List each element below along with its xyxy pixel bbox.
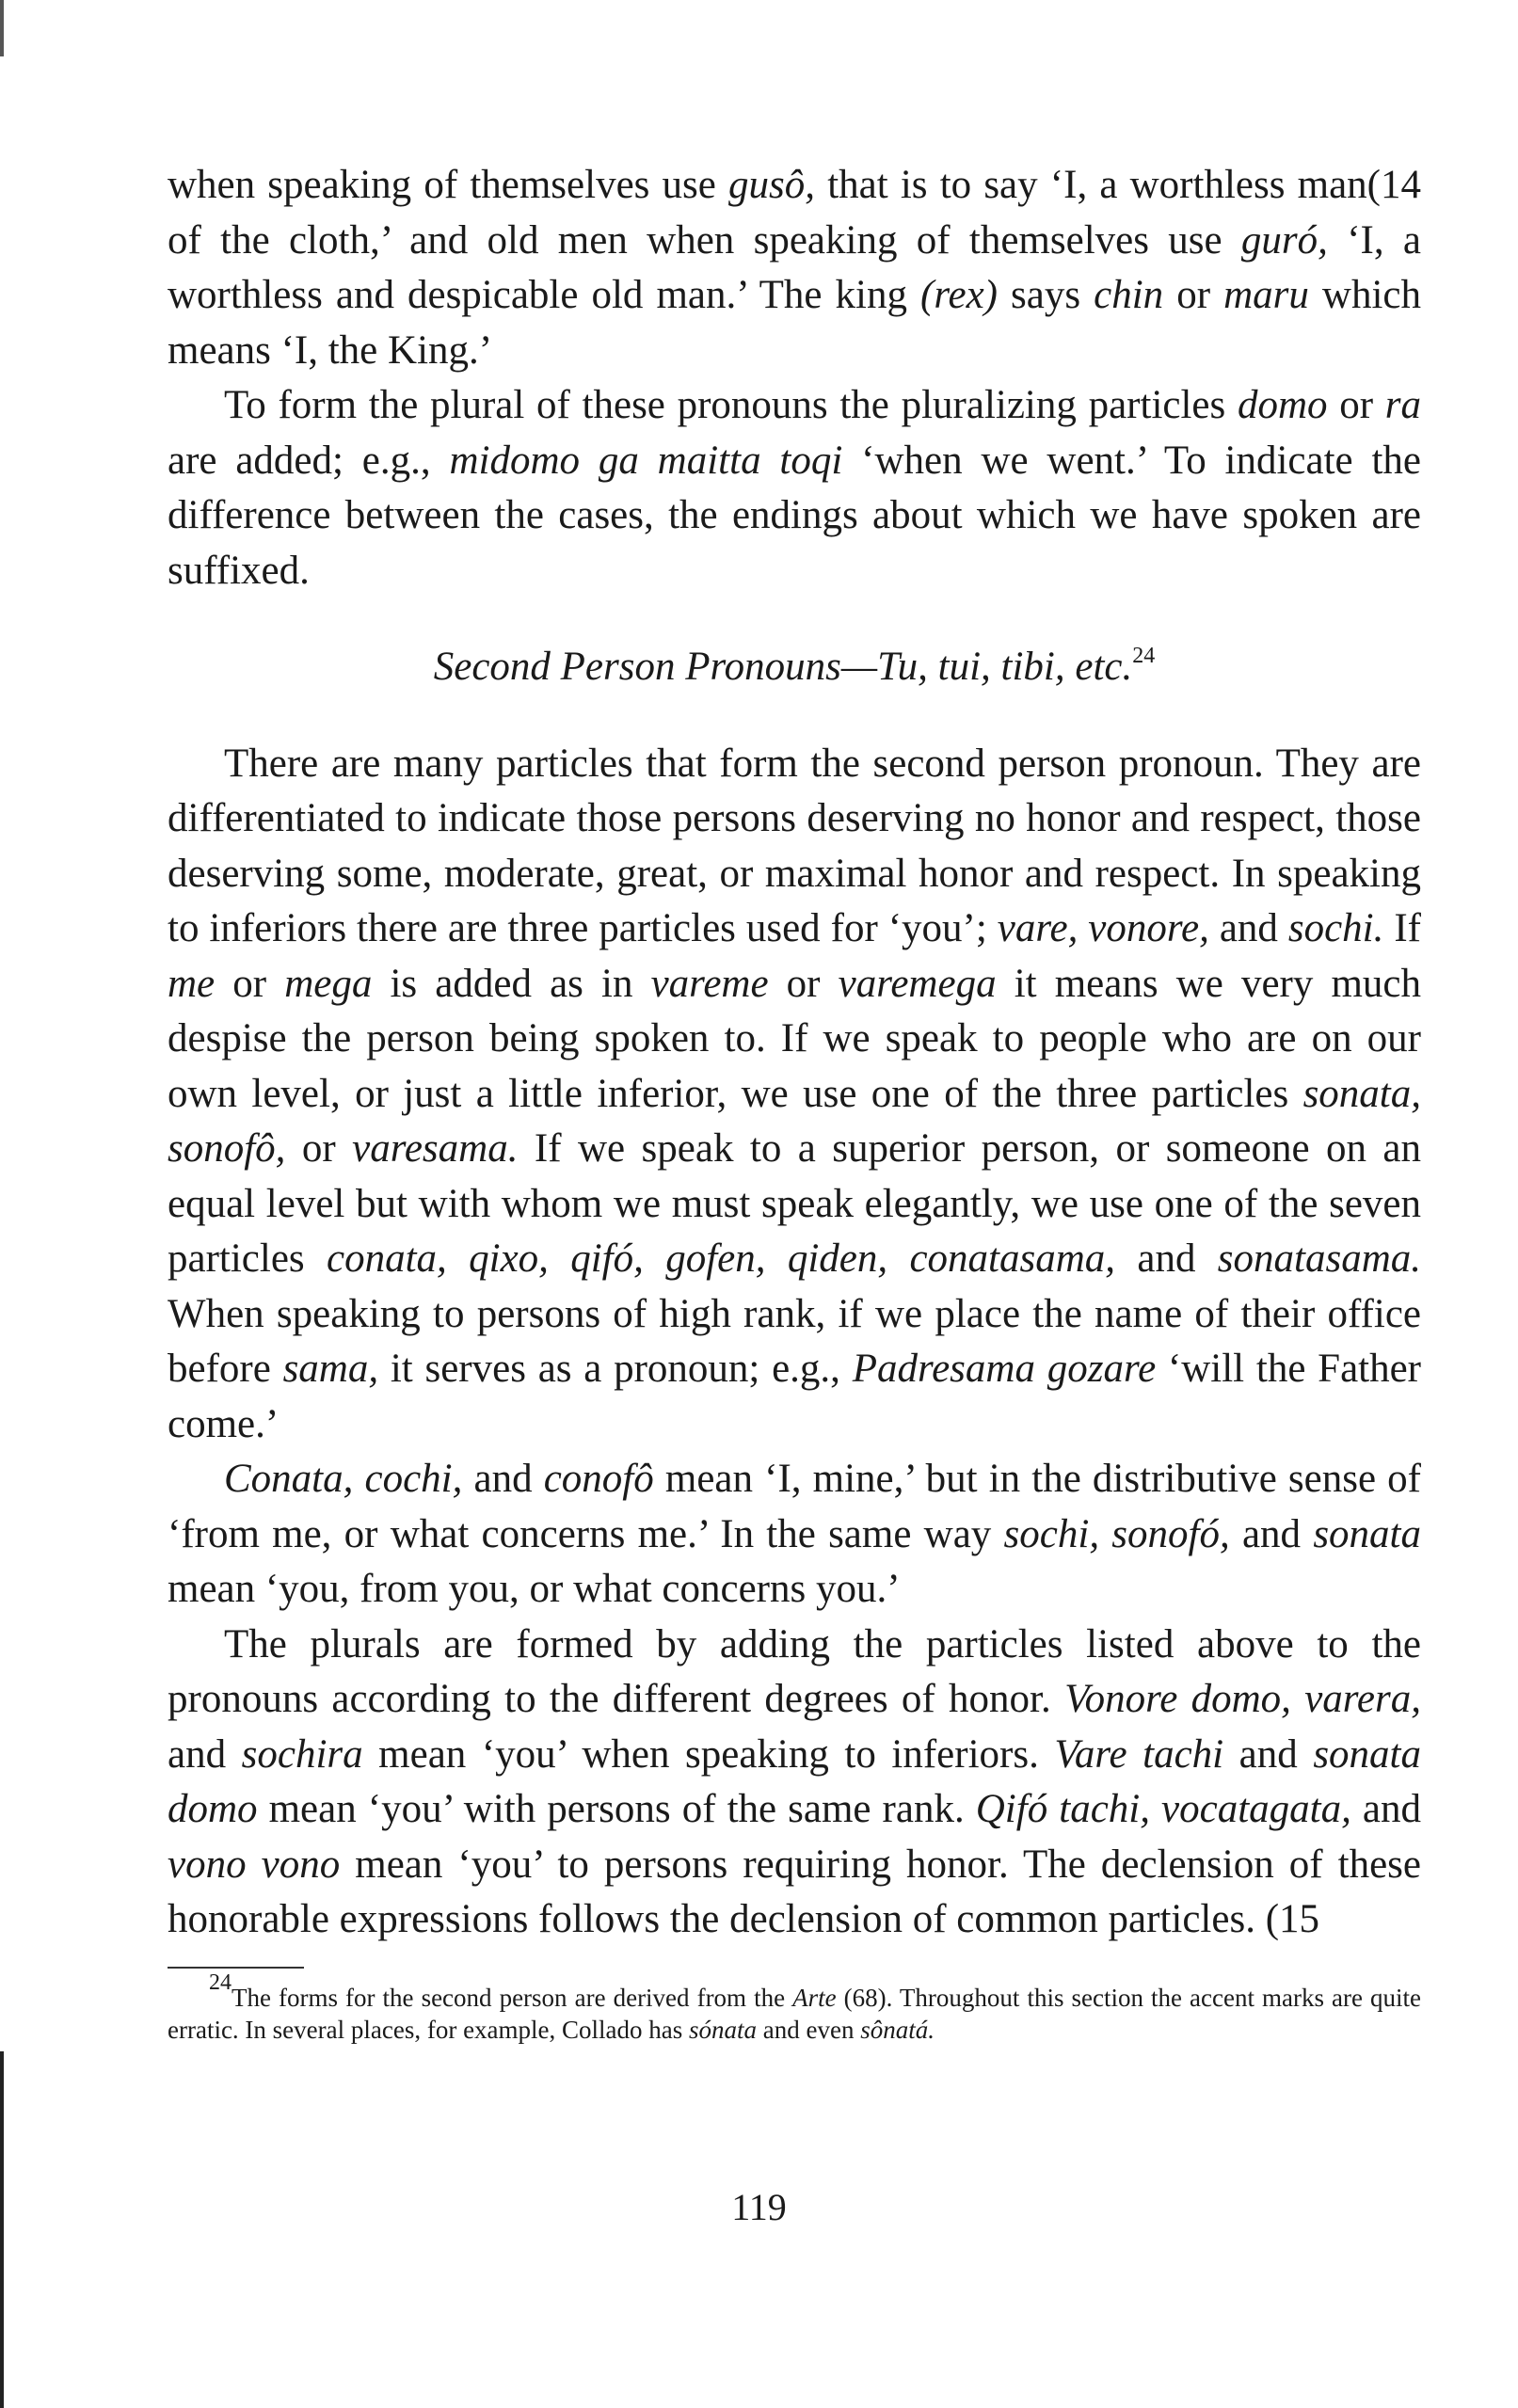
text-run: To form the plural of these pronouns the pluralizing particles xyxy=(224,383,1238,427)
italic-term: Conata, cochi, xyxy=(224,1457,463,1501)
italic-term: chin xyxy=(1094,273,1164,317)
text-run: and xyxy=(1229,1511,1314,1556)
text-run: says xyxy=(997,273,1095,317)
italic-term: sochi, sonofó, xyxy=(1003,1511,1230,1556)
italic-term: sonata domo xyxy=(168,1731,1421,1831)
italic-term: conata, qixo, qifó, gofen, qiden, conatasama, xyxy=(327,1236,1116,1281)
section-heading-text: Second Person Pronouns—Tu, tui, tibi, etc. xyxy=(433,645,1133,689)
text-run: and xyxy=(1350,1787,1421,1831)
italic-term: sochira xyxy=(241,1731,363,1777)
text-run: or xyxy=(1163,273,1224,317)
text-run: If we speak to a superior person, or someone on an equal level but with whom we must speak elegantly, we use one of the seven particles xyxy=(168,1126,1421,1281)
italic-term: domo xyxy=(1237,383,1328,427)
italic-term: sonatasama. xyxy=(1217,1236,1422,1281)
text-run: mean ‘you’ with persons of the same rank. xyxy=(257,1787,976,1831)
scan-edge xyxy=(0,0,4,2408)
text-run: or xyxy=(768,961,839,1006)
italic-term: Vare tachi xyxy=(1054,1731,1224,1777)
text-run: There are many particles that form the second person pronoun. They are differentiated to indicate those persons deserving no honor and respect, those deserving some, moderate, great, or maximal honor and respect. In speaking to inferiors there are three particles used for ‘you’; xyxy=(168,741,1421,950)
italic-term: conofô xyxy=(543,1457,654,1501)
margin-marker-15: (15 xyxy=(1265,1897,1320,1941)
text-run: it serves as a pronoun; e.g., xyxy=(378,1347,853,1391)
italic-term: sonata, sonofô, xyxy=(168,1071,1421,1171)
paragraph-1 xyxy=(168,158,1421,378)
page-body xyxy=(168,158,1421,2046)
italic-term: vareme xyxy=(650,961,769,1006)
text-run: and even xyxy=(757,2015,861,2044)
margin-marker-14: (14 xyxy=(1366,163,1421,207)
text-run: (68). Throughout this section the accent marks are quite erratic. In several places, for example, Collado has xyxy=(168,1983,1421,2044)
text-run: ‘will the Father come.’ xyxy=(168,1347,1422,1446)
text-run: and xyxy=(1208,906,1288,950)
text-run: or xyxy=(215,961,285,1006)
italic-term: vono vono xyxy=(168,1842,341,1887)
text-run: mean ‘you, from you, or what concerns you.’ xyxy=(168,1567,901,1611)
italic-term: ra xyxy=(1384,383,1421,427)
italic-term: Qifó tachi, vocatagata, xyxy=(975,1787,1351,1831)
italic-term: me xyxy=(168,961,216,1006)
italic-term: sônatá. xyxy=(860,2015,935,2044)
text-run: and xyxy=(1115,1236,1218,1281)
text-run: it means we very much despise the person being spoken to. If we speak to people who are on our own level, or just a little inferior, we use one of the three particles xyxy=(168,961,1422,1116)
paragraph-5 xyxy=(168,1618,1421,1948)
italic-term: mega xyxy=(284,961,373,1006)
text-run: is added as in xyxy=(372,961,651,1006)
page-number: 119 xyxy=(731,2186,787,2228)
text-run: The forms for the second person are derived from the xyxy=(232,1983,793,2012)
italic-term: Arte xyxy=(792,1983,837,2012)
text-run: mean ‘you’ to persons requiring honor. The declension of these honorable expressions follows the declension of common particles. xyxy=(168,1842,1422,1941)
italic-term: maru xyxy=(1223,273,1309,317)
italic-term: midomo ga maitta toqi xyxy=(449,438,843,483)
italic-term: varemega xyxy=(838,961,997,1006)
text-run: and xyxy=(168,1731,242,1777)
text-run: that is to say ‘I, a worthless man of the cloth,’ and old men when speaking of themselves use xyxy=(168,163,1367,263)
section-heading xyxy=(168,640,1421,695)
text-run: or xyxy=(1327,383,1385,427)
italic-term: (rex) xyxy=(920,273,998,317)
text-run: when speaking of themselves use xyxy=(168,163,729,207)
italic-term: Padresama gozare xyxy=(852,1347,1157,1391)
italic-term: sónata xyxy=(689,2015,758,2044)
italic-term: sonata xyxy=(1313,1511,1421,1556)
text-run: and xyxy=(462,1457,544,1501)
italic-term: guró, xyxy=(1240,217,1328,263)
footnote-24 xyxy=(168,1969,1421,2046)
text-run: ‘when we went.’ To indicate the difference between the cases, the endings about which we have spoken are suffixed. xyxy=(168,438,1421,593)
paragraph-4 xyxy=(168,1452,1421,1618)
italic-term: sochi. xyxy=(1287,906,1384,950)
text-run: mean ‘you’ when speaking to inferiors. xyxy=(362,1731,1055,1777)
paragraph-2 xyxy=(168,378,1421,598)
text-run: When speaking to persons of high rank, if we place the name of their office before xyxy=(168,1291,1421,1391)
footnote-ref[interactable]: 24 xyxy=(1132,644,1156,668)
text-run: mean ‘I, mine,’ but in the distributive sense of ‘from me, or what concerns me.’ In the same way xyxy=(168,1457,1421,1556)
text-run: If xyxy=(1383,906,1421,950)
text-run: The plurals are formed by adding the particles listed above to the pronouns according to the different degrees of honor. xyxy=(168,1621,1421,1721)
footnote-rule xyxy=(168,1967,304,1969)
footnote-number: 24 xyxy=(209,1969,232,1995)
italic-term: varesama. xyxy=(352,1126,519,1171)
text-run: or xyxy=(285,1126,353,1171)
text-run: which means ‘I, the King.’ xyxy=(168,273,1421,373)
italic-term: Vonore domo, varera, xyxy=(1064,1677,1421,1721)
text-run: are added; e.g., xyxy=(168,438,450,483)
italic-term: vare, vonore, xyxy=(997,906,1209,950)
italic-term: gusô, xyxy=(728,163,816,207)
text-run: ‘I, a worthless and despicable old man.’ The king xyxy=(168,217,1421,317)
paragraph-3 xyxy=(168,737,1421,1453)
italic-term: sama, xyxy=(282,1347,379,1391)
text-run: and xyxy=(1223,1731,1314,1777)
